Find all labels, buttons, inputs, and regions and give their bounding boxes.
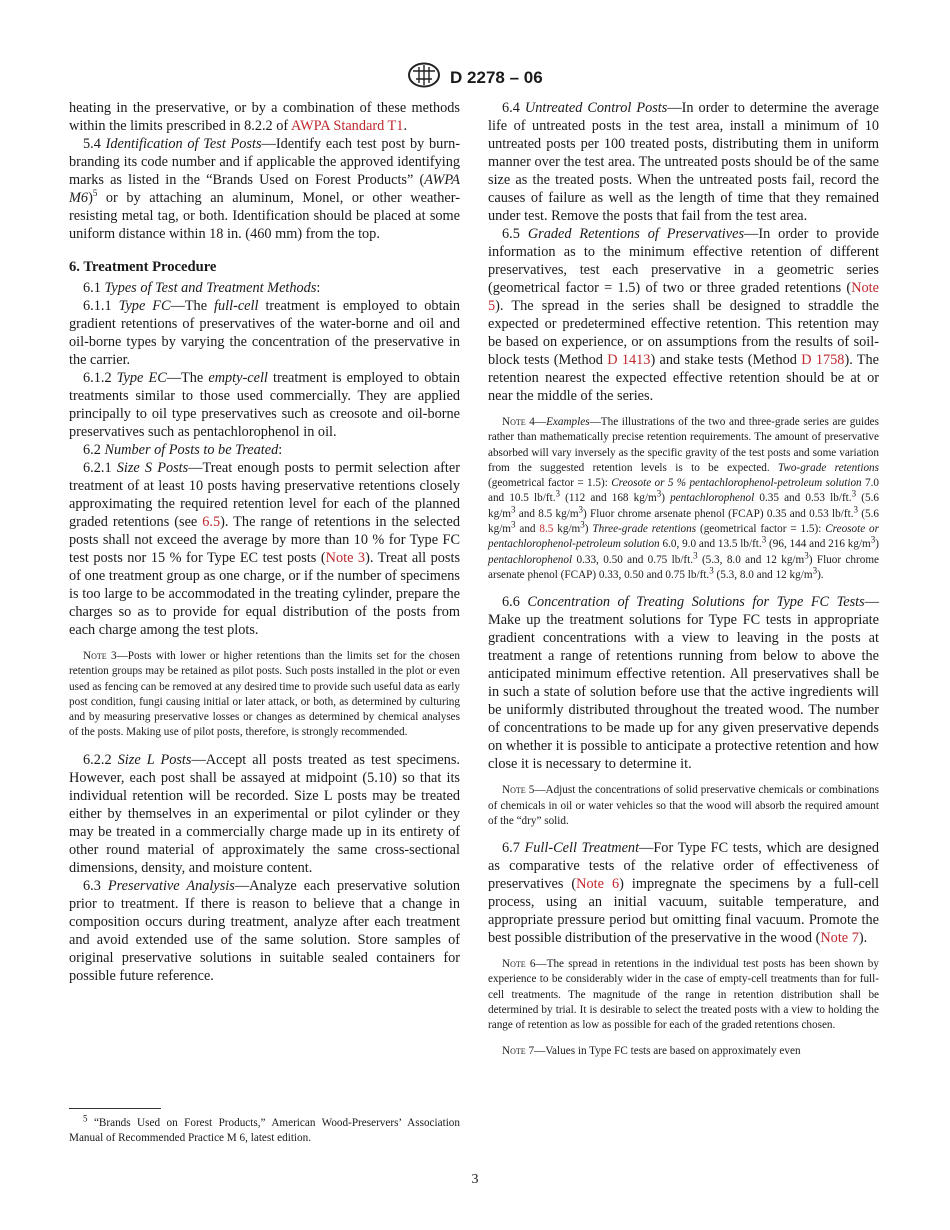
section-6-7: 6.7 Full-Cell Treatment—For Type FC tests, which are designed as comparative tests of the relative order of effectiveness of preservatives (Note 6) impregnate the specimens by a full-cell process, using an initial vacuum, suitable temperature, and appropriate pressure period but omitting final vacuum. Promote the best possible distribution of the preservative in the wood (Note 7).	[488, 840, 879, 947]
value-8-5-link[interactable]: 8.5	[539, 523, 554, 536]
document-designation: D 2278 – 06	[450, 67, 543, 87]
note-3-link[interactable]: Note 3	[325, 550, 366, 566]
section-6-2: 6.2 Number of Posts to be Treated:	[83, 442, 283, 458]
d1413-link[interactable]: D 1413	[607, 352, 651, 368]
section-6-2-2: 6.2.2 Size L Posts—Accept all posts treated as test specimens. However, each post shall be assayed at midpoint (5.10) so that its individual retention will be recorded. Size L posts may be treated either by themselves in an experimental or pilot cylinder or they may be treated in a commercially charge made up in its entirety of other round material of approximately the same cross-sectional dimensions, density, and moisture content.	[69, 751, 461, 876]
note-5-link[interactable]: Note 5	[488, 280, 879, 314]
footnote-divider	[69, 1108, 161, 1109]
section-6-5-link[interactable]: 6.5	[202, 514, 221, 530]
section-6-1-2: 6.1.2 Type EC—The empty-cell treatment is employed to obtain treatments similar to those used commercially. They are applied principally to oil type preservatives such as creosote and oil-borne preservatives such as pentachlorophenol in oil.	[69, 370, 461, 440]
section-6-heading: 6. Treatment Procedure	[69, 259, 217, 275]
section-6-5: 6.5 Graded Retentions of Preservatives—In order to provide information as to the minimum effective retention of different preservatives, test each preservative in a geometric series (geometrical factor = 1.5) of two or three graded retentions (Note 5). The spread in the series shall be designed to straddle the expected or predetermined effective retention. This retention may be based on experience, or on assumptions from the results of soil-block tests (Method D 1413) and stake tests (Method D 1758). The retention nearest the expected effective retention should be at or near the middle of the series.	[488, 226, 880, 404]
awpa-t1-link[interactable]: AWPA Standard T1	[290, 118, 404, 134]
section-6-3: 6.3 Preservative Analysis—Analyze each preservative solution prior to treatment. If there is reason to believe that a change in composition occurs during treatment, analyze after each treatment and avoid extended use of the same solution. Store samples of original preservative solutions in suitable sealed containers for possible future reference.	[69, 877, 460, 984]
note-6: Note 6—The spread in retentions in the individual test posts has been shown by experience to be considerably wider in the case of empty-cell treatments than for full-cell treatments. The magnitude of the range in retention distribution shall be determined by trial. It is desirable to select the treated posts with a view to holding the range of retention as low as possible for each of the graded retentions chosen.	[488, 958, 879, 1032]
note-6-link[interactable]: Note 6	[576, 876, 620, 893]
left-column	[69, 99, 460, 985]
paragraph-continuation: heating in the preservative, or by a combination of these methods within the limits prescribed in 8.2.2 of AWPA Standard T1.	[69, 100, 460, 134]
section-6-4: 6.4 Untreated Control Posts—In order to determine the average life of untreated posts in the test area, install a minimum of 10 untreated posts per 100 treated posts, distributing them in uniform manner over the test area. The untreated posts should be of the same size as the treated posts. When the untreated posts fail, record the causes of failure as well as the length of time that they remained under test. Remove the posts that fail from the test area.	[488, 100, 879, 224]
d1758-link[interactable]: D 1758	[801, 352, 845, 368]
page-number: 3	[471, 1172, 479, 1187]
note-5: Note 5—Adjust the concentrations of solid preservative chemicals or combinations of chemicals in oil or water vehicles so that the wood will absorb the required amount of the “dry” solid.	[488, 784, 879, 827]
note-7: Note 7—Values in Type FC tests are based on approximately even	[502, 1044, 801, 1057]
footnote-ref-5: 5	[92, 188, 98, 199]
section-6-1-1: 6.1.1 Type FC—The full-cell treatment is employed to obtain gradient retentions of preservatives of the water-borne and oil and oil-borne types by varying the concentration of the preservative in the carrier.	[69, 298, 461, 368]
footnote-5: $^5$ “Brands Used on Forest Products,” American Wood-Preservers’ Association Manual of Recommended Practice M 6, latest edition.	[69, 1113, 460, 1144]
astm-logo-icon	[407, 62, 441, 93]
note-3: Note 3—Posts with lower or higher retentions than the limits set for the chosen retention groups may be retained as pilot posts. Such posts installed in the plot or even used as fencing can be removed at any desired time to provide such useful data as early post condition, fungi causing initial or later attack, or both, as determined by culturing and by measuring preservative losses or changes as determined by chemical analyses of the posts. Making use of pilot posts, therefore, is strongly recommended.	[69, 650, 460, 739]
page-header	[0, 62, 950, 93]
note-4: Note 4—Examples—The illustrations of the two and three-grade series are guides rather than mathematically precise retention requirements. The amount of preservative absorbed will vary inversely as the specific gravity of the test posts and some variation from the suggested retention levels is to be expected. Two-grade retentions (geometrical factor = 1.5): Creosote or 5 % pentachlorophenol-petroleum solution 7.0 and 10.5 lb/ft.$^3$ (112 and 168 $kg/m^3$) pentachlorophenol 0.35 and 0.53 lb/ft.$^3$ (5.6 $kg/m^3$ and 8.5 $kg/m^3$) Fluor chrome arsenate phenol (FCAP) 0.35 and 0.53 lb/ft.$^3$ (5.6 $kg/m^3$ and 8.5 $kg/m^3$) Three-grade retentions (geometrical factor = 1.5): Creosote or pentachlorophenol-petroleum solution 6.0, 9.0 and 13.5 lb/ft.$^3$ (96, 144 and 216 $kg/m^3$) pentachlorophenol 0.33, 0.50 and 0.75 lb/ft.$^3$ (5.3, 8.0 and 12 $kg/m^3$) Fluor chrome arsenate phenol (FCAP) 0.33, 0.50 and 0.75 lb/ft.$^3$ (5.3, 8.0 and 12 $kg/m^3$).	[488, 416, 880, 581]
section-5-4: 5.4 Identification of Test Posts—Identify each test post by burn-branding its code number and if applicable the approved identifying marks as listed in the “Brands Used on Forest Products” (AWPA M6)$^5$ or by attaching an aluminum, Monel, or other weather-resisting metal tag, or both. Identification should be placed at some uniform distance within 18 in. (460 mm) from the top.	[69, 136, 461, 242]
note-7-link[interactable]: Note 7	[820, 930, 859, 947]
right-column	[488, 99, 879, 1069]
section-6-6: 6.6 Concentration of Treating Solutions for Type FC Tests—Make up the treatment solutions for Type FC tests in appropriate gradient concentrations with a view to leaving in the posts at treatment a range of retentions running from below to above the anticipated minimum effective retention. All preservatives shall be in such a state of solution before use that the active ingredients will be uniformly distributed throughout the treated wood. The number of concentrations to be made up for any given preservative depends on whether it is possible to anticipate a protective retention and how close it is necessary to determine it.	[488, 594, 879, 773]
section-6-1: 6.1 Types of Test and Treatment Methods:	[83, 280, 321, 296]
section-6-2-1: 6.2.1 Size S Posts—Treat enough posts to permit selection after treatment of at least 10 posts having preservative retentions closely approximating the required retention level for each of the planned graded retentions (see 6.5). The range of retentions in the selected posts shall not exceed the average by more than 10 % for Type FC test posts nor 15 % for Type EC test posts (Note 3). Treat all posts of one treatment group as one charge, or if the number of specimens is too large to be accommodated in the treating cylinder, prepare the charges so as to provide for equal distribution of the posts from each charge among the test plots.	[69, 460, 461, 638]
